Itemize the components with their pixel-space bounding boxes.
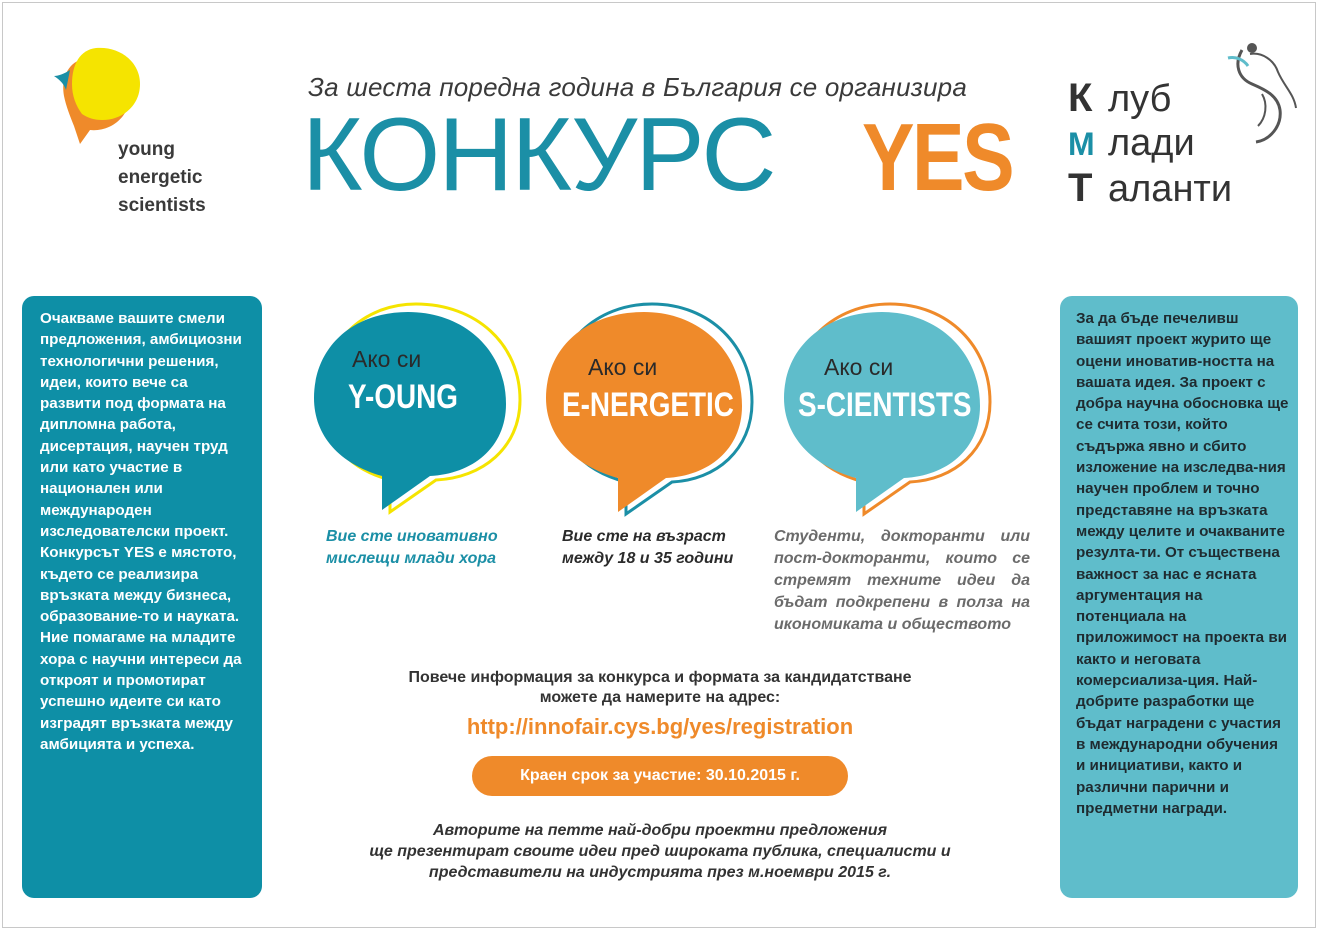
right-panel-text: За да бъде печеливш вашият проект журито ще оцени иноватив-ността на вашата идея. За проект с добра научна обосновка ще се счита този, който съдържа явно и сбито изложение на изследва-ния научен проблем и точно представяне на връзката между целите и очакваните резулта-ти. От съществена важност за нас е ясната аргументация на потенциала на приложимост на проекта ви както и неговата комерсиализа-ция. Най-добрите разработки ще бъдат наградени с участия в международни обучения и инициативи, както и различни парични и предметни награди. bbox=[1076, 310, 1289, 817]
club-logo-row bbox=[1068, 76, 1171, 121]
yes-logo-line: young bbox=[118, 139, 175, 160]
club-logo-word: луб bbox=[1108, 78, 1172, 120]
yes-logo-text bbox=[118, 136, 206, 220]
club-logo-letter: Т bbox=[1068, 166, 1093, 210]
club-logo-letter: К bbox=[1068, 76, 1093, 120]
footer-line: Авторите на петте най-добри проектни предложения bbox=[432, 822, 887, 839]
club-logo-word: аланти bbox=[1108, 168, 1233, 210]
footer-line: ще презентират своите идеи пред широката публика, специалисти и bbox=[369, 843, 951, 860]
page-title: КОНКУРС bbox=[302, 97, 775, 213]
young-ako-label: Ако си bbox=[352, 346, 422, 372]
figure-logo-icon bbox=[1222, 34, 1302, 154]
scientists-caption: Студенти, докторанти или пост-докторанти, които се стремят техните идеи да бъдат подкрепени в полза на икономиката и обществото bbox=[774, 528, 1030, 633]
page-title-accent: YES bbox=[862, 104, 1013, 211]
right-info-panel bbox=[1060, 296, 1298, 898]
energetic-caption: Вие сте на възраст между 18 и 35 години bbox=[562, 528, 734, 567]
footer-text bbox=[356, 820, 964, 883]
energetic-word: E-NERGETIC bbox=[562, 386, 734, 424]
registration-link[interactable]: http://innofair.cys.bg/yes/registration bbox=[466, 714, 854, 739]
club-logo-word: лади bbox=[1108, 122, 1195, 164]
scientists-ako-label: Ако си bbox=[824, 354, 894, 380]
info-line: Повече информация за конкурса и формата за кандидатстване bbox=[408, 669, 912, 686]
young-caption: Вие сте иновативно мислещи млади хора bbox=[326, 528, 498, 567]
footer-line: представители на индустрията през м.ноември 2015 г. bbox=[428, 864, 892, 881]
young-word: Y-OUNG bbox=[348, 378, 458, 416]
energetic-ako-label: Ако си bbox=[588, 354, 658, 380]
yes-logo-line: energetic bbox=[118, 167, 203, 188]
yes-logo-line: scientists bbox=[118, 195, 206, 216]
info-line: можете да намерите на адрес: bbox=[539, 689, 781, 706]
deadline-badge: Краен срок за участие: 30.10.2015 г. bbox=[472, 756, 848, 796]
club-logo-row bbox=[1068, 122, 1195, 165]
info-text bbox=[356, 668, 964, 708]
left-info-panel bbox=[22, 296, 262, 898]
page-subtitle: За шеста поредна година в България се организира bbox=[308, 72, 967, 102]
scientists-word: S-CIENTISTS bbox=[798, 386, 972, 424]
club-logo-letter: М bbox=[1068, 126, 1095, 162]
club-logo-row bbox=[1068, 166, 1232, 211]
left-panel-text: Очакваме вашите смели предложения, амбициозни технологични решения, идеи, които вече са развити под формата на дипломна работа, дисертация, научен труд или като участие в национален или международен изследователски проект. Конкурсът YES е мястото, където се реализира връзката между бизнеса, образование-то и науката. Ние помагаме на младите хора с научни интереси да откроят и промотират успешно идеите си като изградят връзката между амбицията и успеха. bbox=[40, 310, 242, 753]
